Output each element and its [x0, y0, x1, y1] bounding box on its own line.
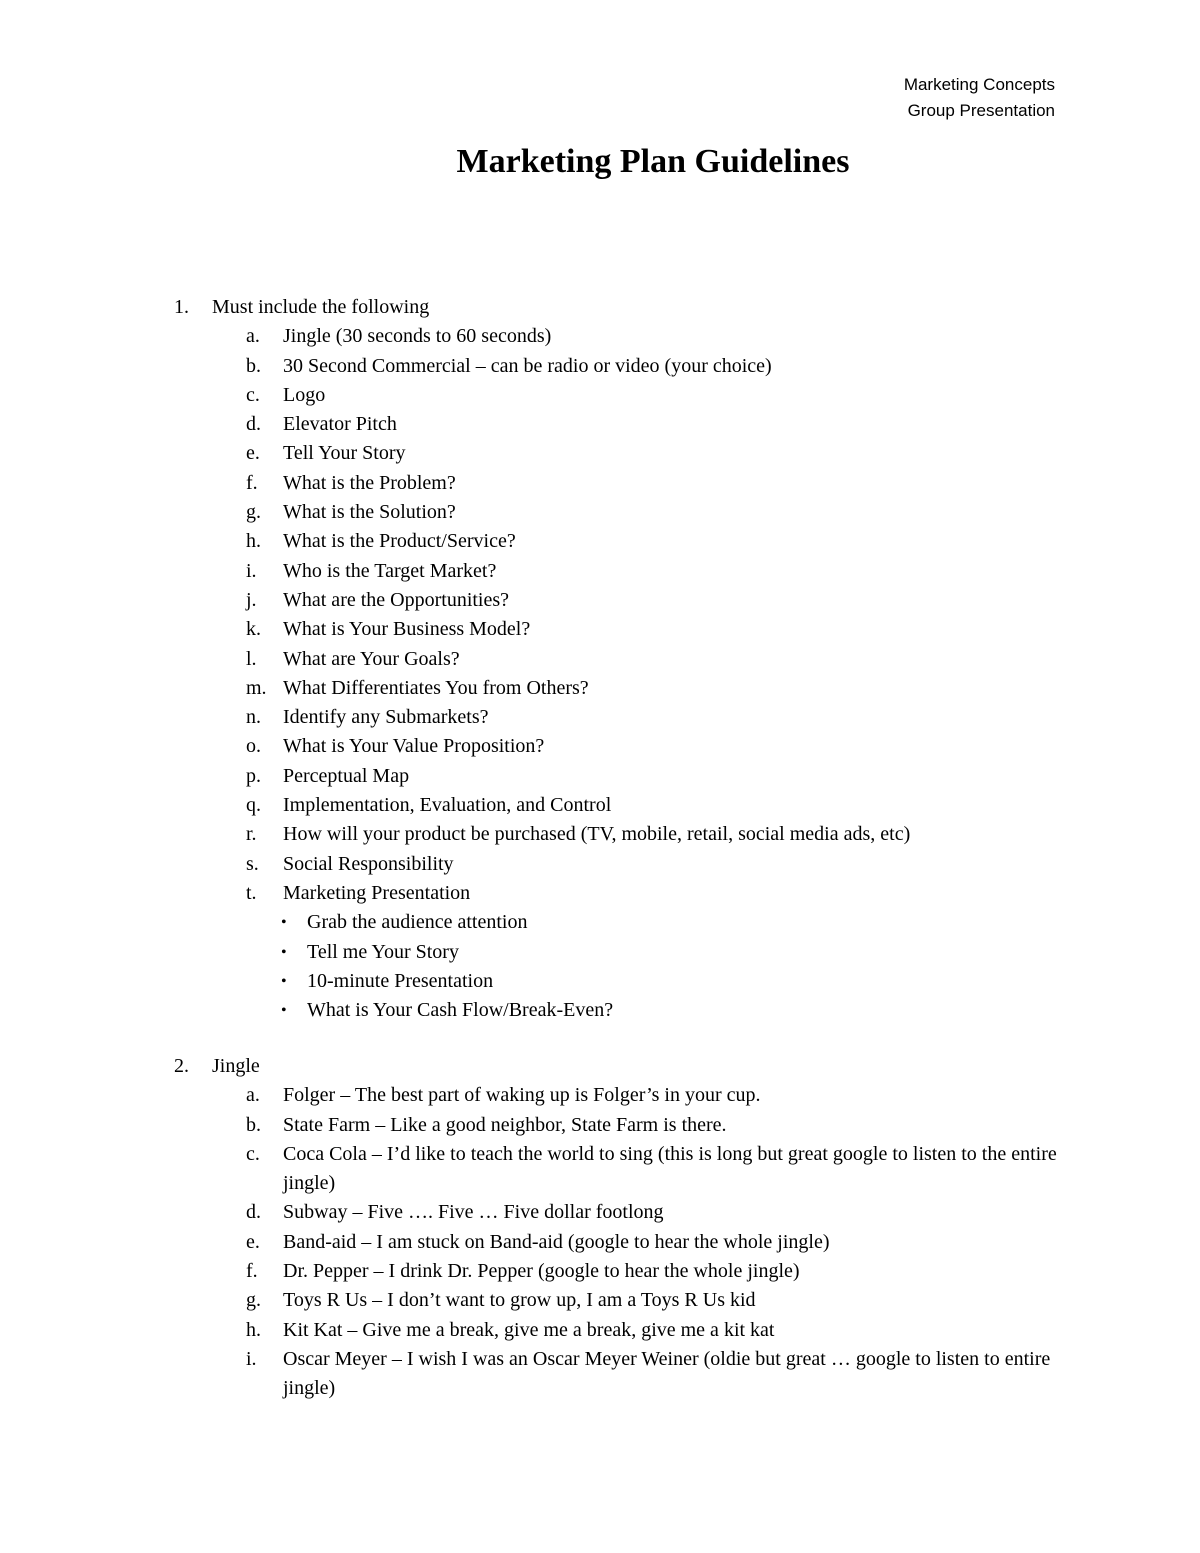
- list-item: [0, 645, 1200, 674]
- item-marker: b.: [246, 1113, 261, 1136]
- item-text: Tell Your Story: [283, 442, 406, 465]
- course-name: Marketing Concepts: [903, 75, 1055, 94]
- item-text: Marketing Presentation: [283, 881, 471, 904]
- item-text: What are the Opportunities?: [283, 588, 510, 611]
- item-marker: e.: [246, 442, 260, 465]
- item-marker: m.: [246, 676, 267, 699]
- item-marker: i.: [246, 559, 257, 582]
- item-marker: a.: [246, 1084, 260, 1107]
- list-item: [0, 498, 1200, 527]
- section-requirements: [0, 293, 1200, 1025]
- list-item: [0, 850, 1200, 879]
- item-text: What Differentiates You from Others?: [283, 676, 589, 699]
- list-item: [0, 557, 1200, 586]
- item-text: Identify any Submarkets?: [283, 706, 489, 729]
- item-marker: k.: [246, 618, 261, 641]
- item-marker: l.: [246, 647, 257, 670]
- item-marker: q.: [246, 794, 261, 817]
- list-item: [0, 352, 1200, 381]
- item-text: What is Your Business Model?: [283, 618, 531, 641]
- list-item: [0, 1111, 1200, 1140]
- bullet-item: [0, 908, 1200, 937]
- item-marker: t.: [246, 881, 257, 904]
- item-text: What are Your Goals?: [283, 647, 460, 670]
- item-text: What is the Product/Service?: [283, 530, 516, 553]
- bullet-item: [0, 996, 1200, 1025]
- list-item: [0, 1316, 1200, 1345]
- list-item: [0, 732, 1200, 761]
- item-text: Band-aid – I am stuck on Band-aid (google to hear the whole jingle): [283, 1230, 830, 1253]
- item-marker: e.: [246, 1230, 260, 1253]
- section-heading-text: Jingle: [212, 1055, 260, 1077]
- item-text: What is the Problem?: [283, 471, 456, 494]
- item-marker: f.: [246, 1260, 258, 1283]
- item-marker: o.: [246, 735, 261, 758]
- item-text: Who is the Target Market?: [283, 559, 497, 582]
- item-text: Dr. Pepper – I drink Dr. Pepper (google to hear the whole jingle): [283, 1260, 800, 1283]
- section-number: 1.: [174, 296, 189, 318]
- item-text: Jingle (30 seconds to 60 seconds): [283, 325, 552, 348]
- list-item: [0, 1081, 1200, 1110]
- item-text: What is the Solution?: [283, 501, 456, 524]
- bullet-icon: •: [281, 1002, 287, 1020]
- list-item: [0, 1345, 1200, 1404]
- item-text: How will your product be purchased (TV, mobile, retail, social media ads, etc): [283, 823, 911, 846]
- page-title: Marketing Plan Guidelines: [456, 143, 850, 180]
- item-text: Coca Cola – I’d like to teach the world to sing (this is long but great google to listen to the entire jingle): [283, 1142, 1057, 1195]
- list-item: [0, 703, 1200, 732]
- item-text: Elevator Pitch: [283, 413, 397, 436]
- bullet-icon: •: [281, 914, 287, 932]
- section-number: 2.: [174, 1055, 189, 1077]
- item-marker: g.: [246, 501, 261, 524]
- item-marker: p.: [246, 764, 261, 787]
- list-item: [0, 469, 1200, 498]
- list-item: [0, 410, 1200, 439]
- document-header: [904, 72, 1055, 124]
- section-heading: [0, 1052, 1200, 1081]
- bullet-text: Grab the audience attention: [307, 911, 528, 934]
- list-item: [0, 1286, 1200, 1315]
- item-text: Subway – Five …. Five … Five dollar footlong: [283, 1201, 664, 1224]
- list-item: [0, 322, 1200, 351]
- bullet-text: 10-minute Presentation: [307, 969, 494, 992]
- item-marker: c.: [246, 1142, 260, 1165]
- list-item: [0, 381, 1200, 410]
- item-text: Folger – The best part of waking up is Folger’s in your cup.: [283, 1084, 761, 1107]
- item-text: Kit Kat – Give me a break, give me a break, give me a kit kat: [283, 1318, 775, 1341]
- list-item: [0, 439, 1200, 468]
- item-marker: d.: [246, 413, 261, 436]
- item-marker: r.: [246, 823, 257, 846]
- item-text: Social Responsibility: [283, 852, 454, 875]
- item-marker: h.: [246, 1318, 261, 1341]
- list-item: [0, 1228, 1200, 1257]
- item-text: Implementation, Evaluation, and Control: [283, 794, 612, 817]
- item-marker: a.: [246, 325, 260, 348]
- item-text: State Farm – Like a good neighbor, State Farm is there.: [283, 1113, 727, 1136]
- list-item: [0, 762, 1200, 791]
- assignment-name: Group Presentation: [907, 101, 1055, 120]
- item-text: 30 Second Commercial – can be radio or video (your choice): [283, 354, 772, 377]
- list-item: [0, 1140, 1200, 1199]
- list-item: [0, 527, 1200, 556]
- item-text: Perceptual Map: [283, 764, 410, 787]
- bullet-item: [0, 938, 1200, 967]
- item-marker: d.: [246, 1201, 261, 1224]
- section-jingle: [0, 1052, 1200, 1404]
- item-text: What is Your Value Proposition?: [283, 735, 545, 758]
- list-item: [0, 615, 1200, 644]
- list-item: [0, 674, 1200, 703]
- bullet-icon: •: [281, 943, 287, 961]
- item-marker: s.: [246, 852, 259, 875]
- bullet-text: What is Your Cash Flow/Break-Even?: [307, 999, 614, 1022]
- item-marker: j.: [246, 588, 257, 611]
- item-marker: b.: [246, 354, 261, 377]
- list-item: [0, 1198, 1200, 1227]
- list-item: [0, 586, 1200, 615]
- section-heading: [0, 293, 1200, 322]
- list-item: [0, 1257, 1200, 1286]
- item-text: Logo: [283, 383, 326, 406]
- item-text: Toys R Us – I don’t want to grow up, I am a Toys R Us kid: [283, 1289, 756, 1312]
- item-marker: n.: [246, 706, 261, 729]
- item-marker: c.: [246, 383, 260, 406]
- list-item: [0, 791, 1200, 820]
- item-marker: h.: [246, 530, 261, 553]
- list-item: [0, 820, 1200, 849]
- item-text: Oscar Meyer – I wish I was an Oscar Meyer Weiner (oldie but great … google to listen to entire jingle): [283, 1347, 1051, 1400]
- item-marker: g.: [246, 1289, 261, 1312]
- bullet-icon: •: [281, 972, 287, 990]
- section-heading-text: Must include the following: [212, 296, 430, 318]
- bullet-item: [0, 967, 1200, 996]
- item-marker: f.: [246, 471, 258, 494]
- bullet-text: Tell me Your Story: [307, 940, 459, 963]
- item-marker: i.: [246, 1347, 257, 1370]
- list-item: [0, 879, 1200, 908]
